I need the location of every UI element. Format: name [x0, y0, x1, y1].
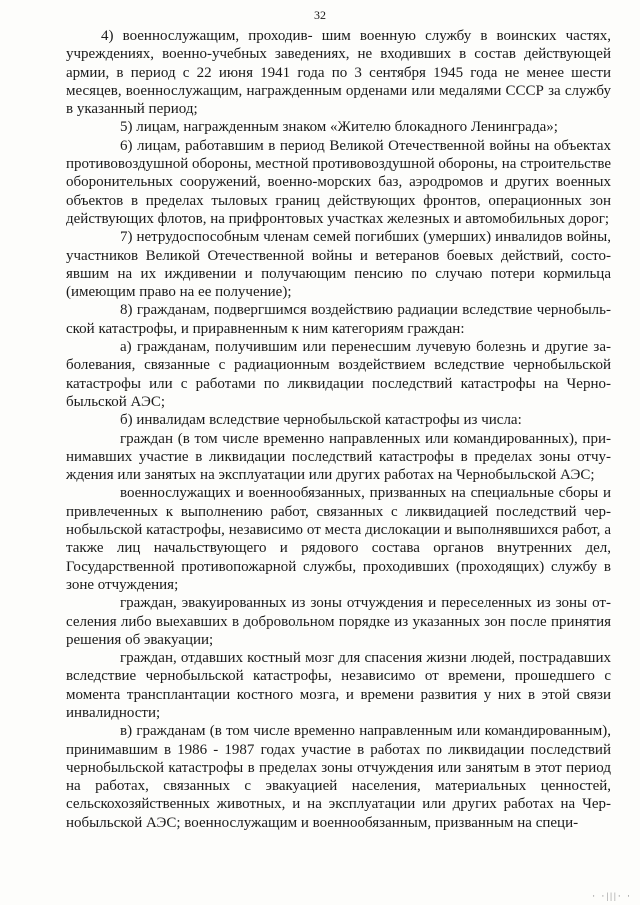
paragraph-subitem-b: б) инвалидам вследствие чернобыльской катастрофы из числа:: [120, 412, 522, 429]
paragraph-item-4: 4) военнослужащим, проходив- шим военную службу в воинских частях, учреждениях, военно-учебных заведениях, не входивших в состав действующей армии, в период с 22 июня 1941 года по 3 сентября 1945 года не менее шести месяцев, военнослужащим, награжденным орденами или медалями СССР за службу в указанный период;: [66, 28, 611, 118]
paragraph-category: граждан (в том числе временно направленных или командированных), принимавших участие в ликвидации последствий катастрофы в пределах зоны отчуждения или занятых на эксплуатации или других работах на Чернобыльской АЭС;: [66, 430, 611, 484]
paragraph-category: граждан, отдавших костный мозг для спасения жизни людей, пострадавших вследствие чернобыльской катастрофы, независимо от времени, прошедшего с момента трансплантации костного мозга, и времени развития у них в этой связи инвалидности;: [66, 650, 611, 721]
paragraph-item-6: 6) лицам, работавшим в период Великой Отечественной войны на объектах противовоздушной обороны, местной противовоздушной обороны, на строительстве оборонительных сооружений, военно-морских баз, аэродромов и других военных объектов в пределах тыловых границ действующих фронтов, операционных зон действующих флотов, на прифронтовых участках железных и автомобильных дорог;: [66, 137, 611, 227]
scan-artifact-marks: · ·|||· ·: [592, 891, 632, 901]
paragraph-category: военнослужащих и военнообязанных, призванных на специальные сборы и привлеченных к выполнению работ, связанных с ликвидацией последствий чернобыльской катастрофы, независимо от места дислокации и выполнявшихся работ, а также лиц начальствующего и рядового состава органов внутренних дел, Государственной противопожарной службы, проходивших (проходящих) службу в зоне отчуждения;: [66, 485, 611, 593]
paragraph-subitem-a: а) гражданам, получившим или перенесшим лучевую болезнь и другие заболевания, связанные с радиационным воздействием вследствие чернобыльской катастрофы или с работами по ликвидации последствий катастрофы на Чернобыльской АЭС;: [66, 339, 611, 410]
paragraph-item-7: 7) нетрудоспособным членам семей погибших (умерших) инвалидов войны, участников Великой Отечественной войны и ветеранов боевых действий, состоявшим на их иждивении и получающим пенсию по случаю потери кормильца (имеющим право на ее получение);: [66, 229, 611, 301]
document-body: [66, 27, 611, 832]
paragraph-category: граждан, эвакуированных из зоны отчуждения и переселенных из зоны отселения либо выехавших в добровольном порядке из указанных зон после принятия решения об эвакуации;: [66, 595, 611, 648]
page-number: 32: [314, 8, 326, 22]
paragraph-subitem-v: в) гражданам (в том числе временно направленным или командированным), принимавшим в 1986 - 1987 годах участие в работах по ликвидации последствий чернобыльской катастрофы в пределах зоны отчуждения или занятым в этот период на работах, связанных с эвакуацией населения, материальных ценностей, сельскохозяйственных животных, и на эксплуатации или других работах на Чернобыльской АЭС; военнослужащим и военнообязанным, призванным на специ-: [66, 723, 611, 831]
paragraph-item-8: 8) гражданам, подвергшимся воздействию радиации вследствие чернобыльской катастрофы, и приравненным к ним категориям граждан:: [66, 302, 611, 337]
paragraph-item-5: 5) лицам, награжденным знаком «Жителю блокадного Ленинграда»;: [120, 119, 558, 136]
